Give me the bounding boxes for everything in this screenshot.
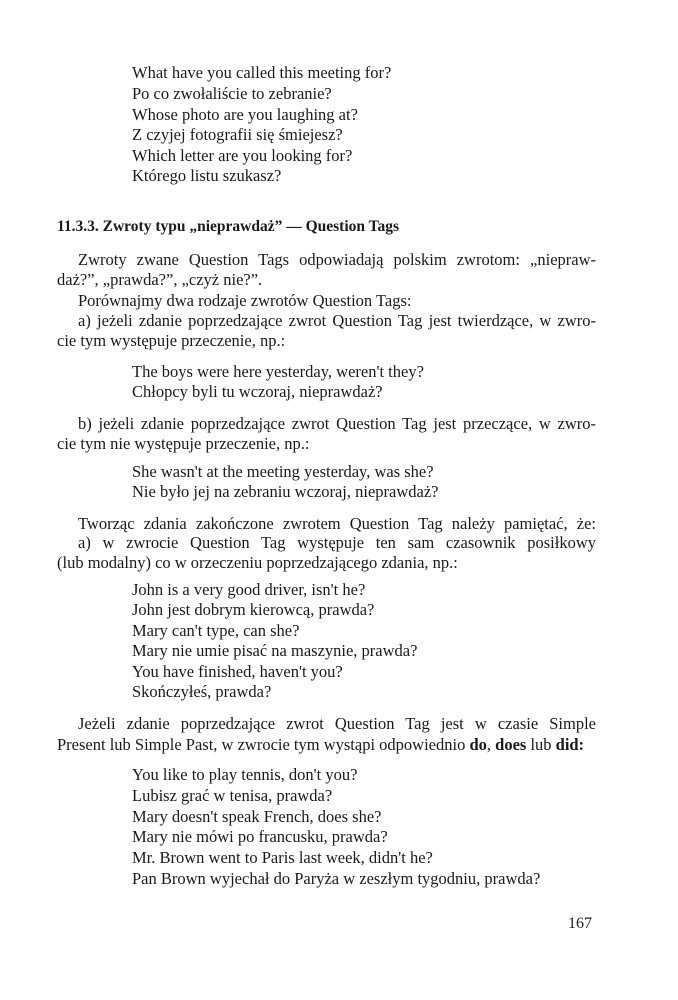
example-translation: Z czyjej fotografii się śmiejesz?	[132, 125, 343, 144]
example-translation: Nie było jej na zebraniu wczoraj, nieprawdaż?	[132, 482, 439, 501]
example-sentence: John is a very good driver, isn't he?	[132, 580, 366, 599]
body-text-fragment: Present lub Simple Past, w zwrocie tym wystąpi odpowiednio	[57, 735, 470, 754]
example-sentence: Which letter are you looking for?	[132, 146, 353, 165]
page-number: 167	[568, 915, 592, 932]
section-heading: 11.3.3. Zwroty typu „nieprawdaż” — Question Tags	[57, 218, 400, 235]
example-translation: Lubisz grać w tenisa, prawda?	[132, 786, 333, 805]
example-sentence: The boys were here yesterday, weren't they?	[132, 362, 424, 381]
body-text-line: b) jeżeli zdanie poprzedzające zwrot Question Tag jest przeczące, w zwro-	[78, 414, 596, 433]
keyword-did: did	[555, 735, 579, 754]
example-sentence: You like to play tennis, don't you?	[132, 765, 358, 784]
example-sentence: She wasn't at the meeting yesterday, was she?	[132, 462, 434, 481]
body-text-line: daż?”, „prawda?”, „czyż nie?”.	[57, 270, 263, 289]
example-translation: Chłopcy byli tu wczoraj, nieprawdaż?	[132, 382, 383, 401]
body-text-line: a) jeżeli zdanie poprzedzające zwrot Question Tag jest twierdzące, w zwro-	[78, 311, 596, 330]
keyword-do: do	[469, 735, 487, 754]
body-text-line: Zwroty zwane Question Tags odpowiadają polskim zwrotom: „niepraw-	[78, 250, 596, 269]
body-text-line	[57, 735, 584, 755]
example-sentence: Whose photo are you laughing at?	[132, 105, 358, 124]
example-sentence: You have finished, haven't you?	[132, 662, 343, 681]
colon: :	[578, 735, 585, 754]
example-translation: Skończyłeś, prawda?	[132, 682, 272, 701]
body-text-line: cie tym występuje przeczenie, np.:	[57, 331, 286, 350]
body-text-line: (lub modalny) co w orzeczeniu poprzedzającego zdania, np.:	[57, 553, 458, 572]
example-sentence: Mary can't type, can she?	[132, 621, 300, 640]
separator: lub	[526, 735, 556, 754]
body-text-line: cie tym nie występuje przeczenie, np.:	[57, 434, 310, 453]
example-translation: Mary nie umie pisać na maszynie, prawda?	[132, 641, 418, 660]
example-translation: Po co zwołaliście to zebranie?	[132, 84, 332, 103]
separator: ,	[486, 735, 496, 754]
keyword-does: does	[495, 735, 527, 754]
example-translation: Mary nie mówi po francusku, prawda?	[132, 827, 388, 846]
example-translation: Którego listu szukasz?	[132, 166, 282, 185]
body-text-line: a) w zwrocie Question Tag występuje ten sam czasownik posiłkowy	[78, 533, 596, 552]
example-sentence: What have you called this meeting for?	[132, 63, 392, 82]
example-translation: Pan Brown wyjechał do Paryża w zeszłym tygodniu, prawda?	[132, 869, 541, 888]
example-sentence: Mary doesn't speak French, does she?	[132, 807, 382, 826]
body-text-line: Tworząc zdania zakończone zwrotem Question Tag należy pamiętać, że:	[78, 514, 596, 533]
body-text-line: Porównajmy dwa rodzaje zwrotów Question Tags:	[78, 291, 412, 310]
body-text-line: Jeżeli zdanie poprzedzające zwrot Question Tag jest w czasie Simple	[78, 714, 596, 733]
example-sentence: Mr. Brown went to Paris last week, didn't he?	[132, 848, 433, 867]
example-translation: John jest dobrym kierowcą, prawda?	[132, 600, 375, 619]
